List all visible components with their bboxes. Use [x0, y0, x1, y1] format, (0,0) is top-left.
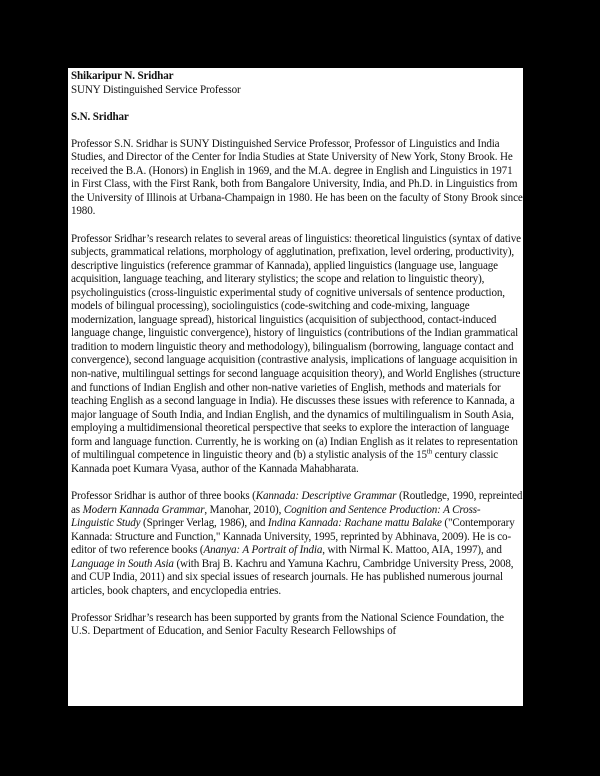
book-title: Modern Kannada Grammar — [82, 503, 205, 516]
paragraph-research — [71, 233, 523, 477]
paragraph-bio: Professor S.N. Sridhar is SUNY Distinguished Service Professor, Professor of Linguistics and India Studies, and Director of the Center for India Studies at State University of New York, Stony Brook. He received the B.A. (Honors) in English in 1969, and the M.A. degree in English and Linguistics in 1971 in First Class, with the First Rank, both from Bangalore University, India, and Ph.D. in Linguistics from the University of Illinois at Urbana-Champaign in 1980. He has been on the faculty of Stony Brook since 1980. — [71, 137, 523, 218]
book-title: Cognition and Sentence Production: A Cross-Linguistic Study — [71, 503, 481, 530]
document-page — [68, 68, 523, 706]
paragraph-grants: Professor Sridhar’s research has been supported by grants from the National Science Foundation, the U.S. Department of Education, and Senior Faculty Research Fellowships of — [71, 611, 504, 638]
book-title: Indina Kannada: Rachane mattu Balake — [267, 517, 442, 530]
author-name: Shikaripur N. Sridhar — [71, 70, 174, 82]
book-title: Kannada: Descriptive Grammar — [255, 489, 397, 502]
superscript: th — [426, 447, 433, 456]
books-text: , Manohar, 2010), — [204, 503, 284, 516]
paragraph-books — [71, 490, 523, 598]
book-title: Language in South Asia — [71, 557, 174, 570]
books-text: (with Braj B. Kachru and Yamuna Kachru, Cambridge University Press, 2008, and CUP India, 2011) and six special issues of research journals. He has published numerous journal articles, book chapters, and encyclopedia entries. — [71, 557, 514, 597]
books-text: (Routledge, 1990, repreinted as — [71, 489, 523, 516]
research-text-end: century classic Kannada poet Kumara Vyasa, author of the Kannada Mahabharata. — [71, 449, 499, 475]
research-text: Professor Sridhar’s research relates to several areas of linguistics: theoretical linguistics (syntax of dative subjects, grammatical relations, morphology of agglutination, prefixation, level ordering, productivity), descriptive linguistics (reference grammar of Kannada), applied linguistics (language use, language acquisition, language teaching, and literary stylistics; the scope and relation to linguistic theory), psycholinguistics (cross-linguistic experimental study of cognitive universals of sentence production, models of bilingual processing), sociolinguistics (code-switching and code-mixing, language modernization, language spread), historical linguistics (acquisition of subjecthood, contact-induced language change, linguistic convergence), history of linguistics (contributions of the Indian grammatical tradition to modern linguistic theory and methodology), bilingualism (borrowing, language contact and convergence), second language acquisition (contrastive analysis, implications of language acquisition in non-native, multilingual settings for second language acquisition theory), and World Englishes (structure and functions of Indian English and other non-native varieties of English, methods and materials for teaching English as a second language in India). He discusses these issues with reference to Kannada, a major language of South India, and Indian English, and the dynamics of multilingualism in South Asia, employing a multidimensional theoretical perspective that seeks to explore the interaction of language form and language function. Currently, he is working on (a) Indian English as it relates to representation of multilingual competence in linguistic theory and (b) a stylistic analysis of the 15 — [71, 232, 521, 462]
author-position: SUNY Distinguished Service Professor — [71, 83, 241, 96]
books-text: ("Contemporary Kannada: Structure and Function," Kannada University, 1995, reprinted by Abhinava, 2009). He is co-editor of two reference books ( — [71, 517, 515, 557]
book-title: Ananya: A Portrait of India — [203, 544, 323, 557]
section-heading: S.N. Sridhar — [71, 110, 129, 123]
books-text: Professor Sridhar is author of three books ( — [71, 489, 256, 502]
document-content — [71, 70, 523, 639]
books-text: (Springer Verlag, 1986), and — [140, 517, 268, 530]
books-text: , with Nirmal K. Mattoo, AIA, 1997), and — [322, 544, 502, 557]
